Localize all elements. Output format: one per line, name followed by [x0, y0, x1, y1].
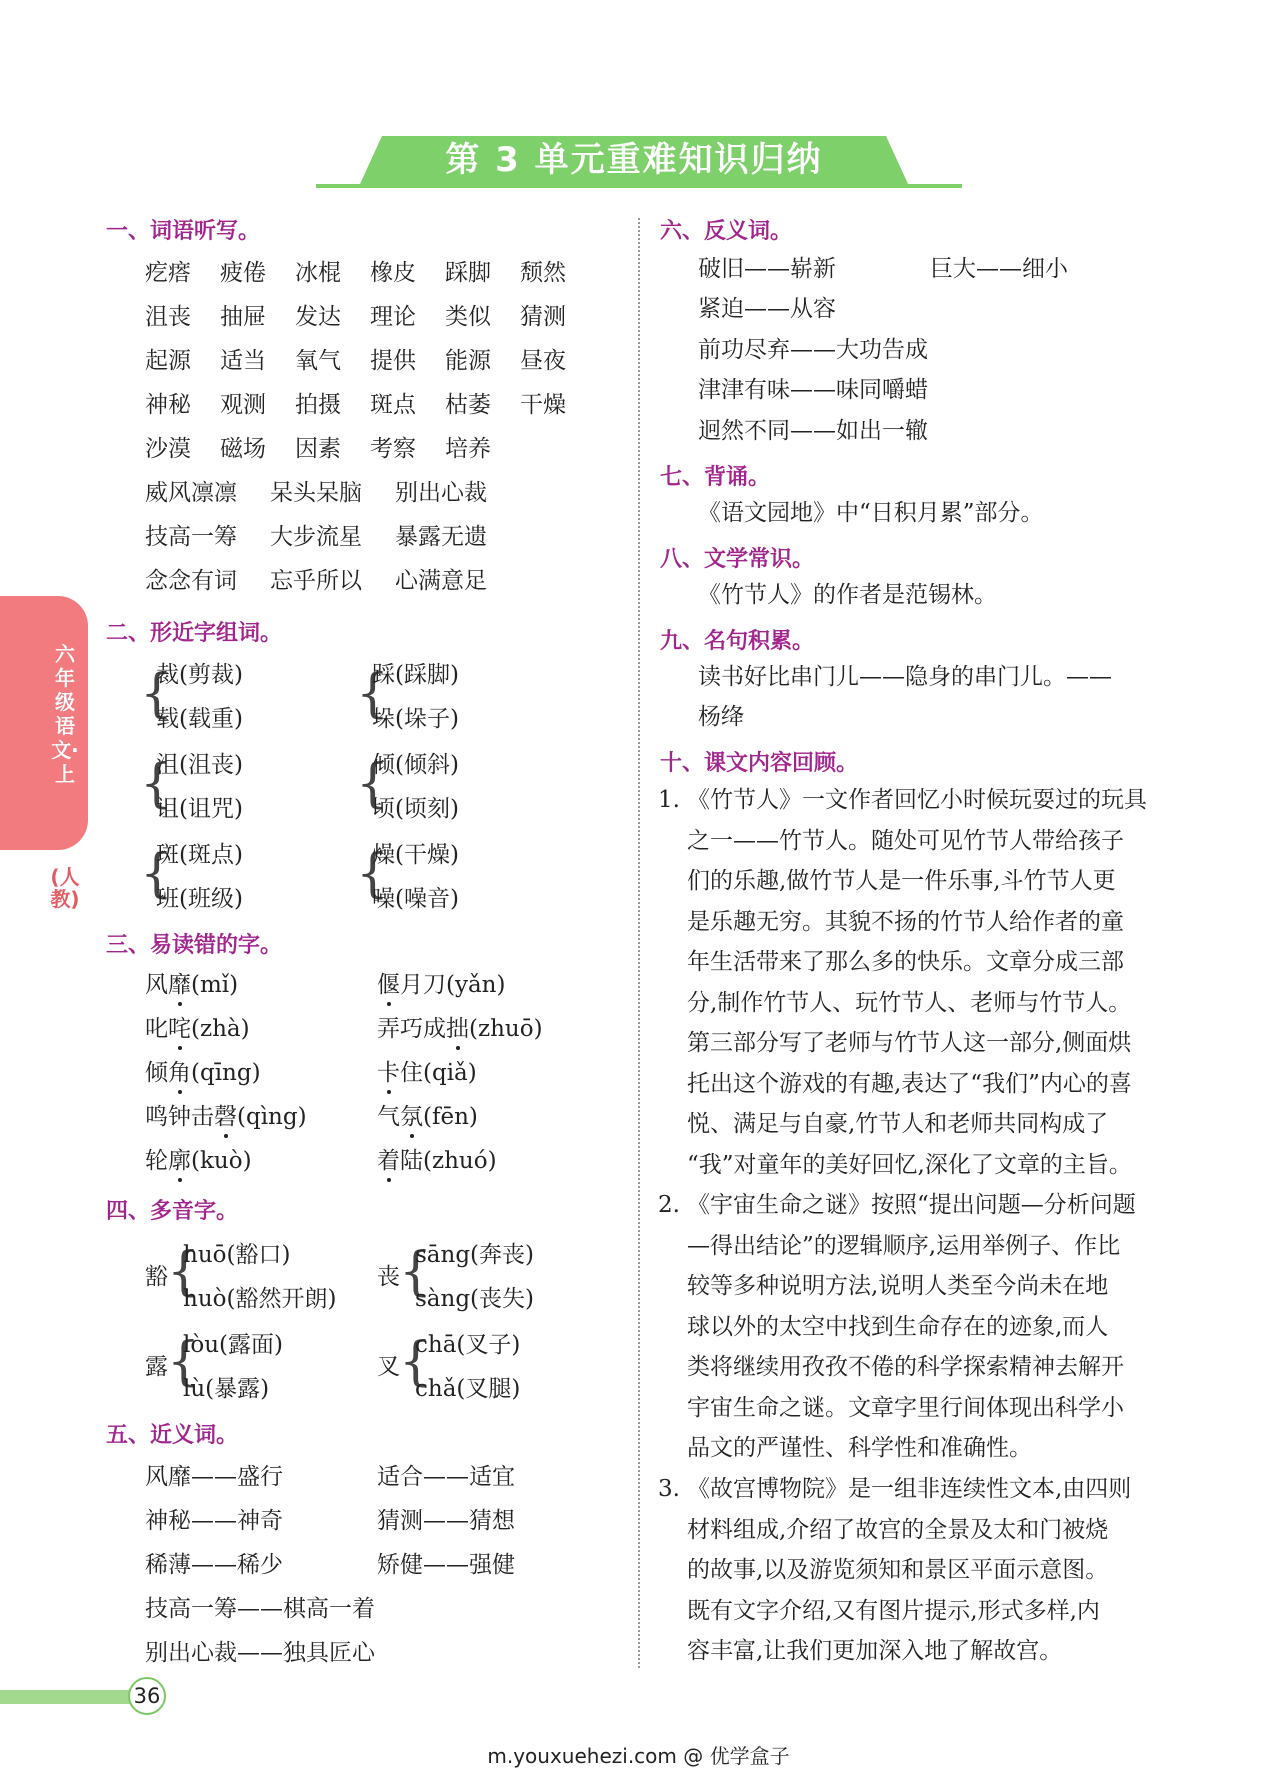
word: 昼夜	[520, 348, 566, 374]
word: 干燥	[520, 392, 566, 418]
word: 提供	[370, 348, 416, 374]
paragraph-line: 宇宙生命之谜。文章字里行间体现出科学小	[687, 1394, 1124, 1421]
footer-watermark: m.youxuehezi.com @ 优学盒子	[487, 1744, 790, 1768]
word: 抽屉	[220, 304, 266, 330]
word: 理论	[370, 304, 416, 330]
antonym-pair: 津津有味——味同嚼蜡	[698, 377, 928, 403]
quote-text: 读书好比串门儿——隐身的串门儿。——	[698, 664, 1112, 690]
paragraph-line: 球以外的太空中找到生命存在的迹象,而人	[687, 1313, 1109, 1340]
dictation-row	[145, 346, 595, 376]
idiom: 心满意足	[395, 568, 487, 594]
paragraph-line: 既有文字介绍,又有图片提示,形式多样,内	[687, 1597, 1100, 1624]
emphasis-char: 廓	[168, 1148, 191, 1174]
section-heading-quotes: 九、名句积累。	[660, 629, 815, 654]
page-title: 第 3 单元重难知识归纳	[445, 140, 823, 180]
misread-item	[377, 1014, 543, 1044]
similar-item: 垛(垛子)	[372, 706, 459, 732]
paragraph-line: 材料组成,介绍了故宫的全景及太和门被烧	[687, 1516, 1109, 1543]
emphasis-char: 卡	[377, 1060, 400, 1086]
brace-icon: {	[167, 1242, 201, 1302]
paragraph-line: 年生活带来了那么多的快乐。文章分成三部	[687, 949, 1124, 975]
text-part: 叱	[145, 1016, 168, 1042]
word: 类似	[445, 304, 491, 330]
text-part: (kuò)	[191, 1148, 252, 1174]
emphasis-char: 磬	[214, 1104, 237, 1130]
idiom: 忘乎所以	[270, 568, 362, 594]
similar-item: 倾(倾斜)	[372, 752, 459, 778]
review-number: 3.	[658, 1476, 680, 1502]
idiom: 呆头呆脑	[270, 480, 362, 506]
section-heading-dictation: 一、词语听写。	[106, 219, 261, 244]
synonym-pair: 技高一筹——棋高一着	[145, 1596, 375, 1622]
antonym-pair: 巨大——细小	[930, 256, 1068, 282]
polyphone-reading: lù(暴露)	[183, 1376, 270, 1402]
brace-icon: {	[140, 664, 174, 724]
paragraph-line: 《宇宙生命之谜》按照“提出问题—分析问题	[687, 1192, 1136, 1218]
emphasis-char: 偃	[377, 972, 400, 998]
polyphone-reading: sāng(奔丧)	[415, 1242, 534, 1268]
word: 橡皮	[370, 260, 416, 286]
polyphone-char: 丧	[377, 1264, 400, 1290]
emphasis-char: 着	[377, 1148, 400, 1174]
review-paragraph-1	[687, 780, 1169, 1185]
word: 猜测	[520, 304, 566, 330]
section-heading-recitation: 七、背诵。	[660, 465, 771, 490]
paragraph-line: 分,制作竹节人、玩竹节人、老师与竹节人。	[687, 989, 1132, 1016]
antonym-pair: 紧迫——从容	[698, 296, 836, 322]
paragraph-line: 较等多种说明方法,说明人类至今尚未在地	[687, 1273, 1109, 1299]
text-part: 弄巧成	[377, 1016, 446, 1042]
similar-item: 班(班级)	[156, 886, 243, 912]
text-part: 倾	[145, 1060, 168, 1086]
polyphone-char: 露	[145, 1354, 168, 1380]
misread-item	[377, 1102, 478, 1132]
idiom-row	[145, 478, 595, 508]
section-heading-polyphones: 四、多音字。	[106, 1199, 239, 1224]
section-heading-synonyms: 五、近义词。	[106, 1423, 239, 1448]
paragraph-line: 之一——竹节人。随处可见竹节人带给孩子	[687, 827, 1124, 854]
misread-item	[145, 970, 238, 1000]
word: 氧气	[295, 348, 341, 374]
paragraph-line: 品文的严谨性、科学性和准确性。	[687, 1435, 1032, 1461]
column-divider	[638, 218, 640, 1668]
synonym-pair: 别出心裁——独具匠心	[145, 1640, 375, 1666]
brace-icon: {	[399, 1242, 433, 1302]
paragraph-line: 类将继续用孜孜不倦的科学探索精神去解开	[687, 1354, 1124, 1380]
text-part: (qìng)	[237, 1104, 307, 1130]
dictation-row	[145, 434, 595, 464]
word: 沮丧	[145, 304, 191, 330]
section-heading-literature: 八、文学常识。	[660, 547, 815, 572]
misread-item	[145, 1102, 307, 1132]
word: 能源	[445, 348, 491, 374]
text-part: 气	[377, 1104, 400, 1130]
brace-icon: {	[399, 1332, 433, 1392]
word: 适当	[220, 348, 266, 374]
section-heading-review: 十、课文内容回顾。	[660, 751, 859, 776]
word: 枯萎	[445, 392, 491, 418]
synonym-pair: 猜测——猜想	[377, 1508, 515, 1534]
similar-item: 诅(诅咒)	[156, 796, 243, 822]
review-paragraph-3	[687, 1469, 1169, 1672]
similar-item: 沮(沮丧)	[156, 752, 243, 778]
emphasis-char: 靡	[168, 972, 191, 998]
similar-item: 载(载重)	[156, 706, 243, 732]
misread-item	[145, 1146, 252, 1176]
side-tab-edition: (人教)	[50, 865, 80, 911]
synonym-pair: 风靡——盛行	[145, 1464, 283, 1490]
similar-item: 噪(噪音)	[372, 886, 459, 912]
antonym-pair: 破旧——崭新	[698, 256, 836, 282]
similar-item: 顷(顷刻)	[372, 796, 459, 822]
emphasis-char: 氛	[400, 1104, 423, 1130]
antonym-pair: 前功尽弃——大功告成	[698, 337, 928, 363]
text-part: 月刀(yǎn)	[400, 972, 506, 998]
idiom-row	[145, 522, 595, 552]
paragraph-line: —得出结论”的逻辑顺序,运用举例子、作比	[687, 1232, 1121, 1259]
word: 神秘	[145, 392, 191, 418]
brace-icon: {	[167, 1332, 201, 1392]
brace-icon: {	[140, 844, 174, 904]
idiom: 别出心裁	[395, 480, 487, 506]
word: 发达	[295, 304, 341, 330]
word: 踩脚	[445, 260, 491, 286]
text-part: (qīng)	[191, 1060, 261, 1086]
text-part: 陆(zhuó)	[400, 1148, 497, 1174]
paragraph-line: “我”对童年的美好回忆,深化了文章的主旨。	[687, 1151, 1132, 1178]
emphasis-char: 角	[168, 1060, 191, 1086]
paragraph-line: 《竹节人》一文作者回忆小时候玩耍过的玩具	[687, 787, 1147, 813]
paragraph-line: 托出这个游戏的有趣,表达了“我们”内心的喜	[687, 1070, 1132, 1097]
word: 沙漠	[145, 436, 191, 462]
text-part: 风	[145, 972, 168, 998]
word: 斑点	[370, 392, 416, 418]
text-part: (mǐ)	[191, 972, 239, 998]
text-part: 轮	[145, 1148, 168, 1174]
text-part: (zhà)	[191, 1016, 250, 1042]
word: 颓然	[520, 260, 566, 286]
word: 磁场	[220, 436, 266, 462]
literature-text: 《竹节人》的作者是范锡林。	[698, 582, 997, 608]
word: 培养	[445, 436, 491, 462]
similar-item: 裁(剪裁)	[156, 662, 243, 688]
dictation-row	[145, 390, 595, 420]
review-number: 1.	[658, 787, 680, 813]
misread-item	[377, 1146, 497, 1176]
polyphone-reading: chā(叉子)	[415, 1332, 521, 1358]
word: 拍摄	[295, 392, 341, 418]
similar-item: 斑(斑点)	[156, 842, 243, 868]
side-tab-grade: 六年级语文·上	[51, 642, 79, 786]
word: 冰棍	[295, 260, 341, 286]
emphasis-char: 咤	[168, 1016, 191, 1042]
footer-bar	[0, 1690, 140, 1704]
text-part: (zhuō)	[469, 1016, 543, 1042]
polyphone-reading: lòu(露面)	[183, 1332, 283, 1358]
section-heading-similar-chars: 二、形近字组词。	[106, 621, 283, 646]
dictation-row	[145, 258, 595, 288]
text-part: 鸣钟击	[145, 1104, 214, 1130]
synonym-pair: 矫健——强健	[377, 1552, 515, 1578]
paragraph-line: 第三部分写了老师与竹节人这一部分,侧面烘	[687, 1030, 1132, 1056]
word: 因素	[295, 436, 341, 462]
idiom: 大步流星	[270, 524, 362, 550]
text-part: 住(qiǎ)	[400, 1060, 477, 1086]
synonym-pair: 稀薄——稀少	[145, 1552, 283, 1578]
paragraph-line: 容丰富,让我们更加深入地了解故宫。	[687, 1638, 1063, 1664]
dictation-row	[145, 302, 595, 332]
page-number: 36	[128, 1677, 166, 1715]
similar-item: 踩(踩脚)	[372, 662, 459, 688]
misread-item	[145, 1058, 261, 1088]
review-number: 2.	[658, 1192, 680, 1218]
polyphone-char: 豁	[145, 1264, 168, 1290]
polyphone-reading: huō(豁口)	[183, 1242, 291, 1268]
idiom: 念念有词	[145, 568, 237, 594]
brace-icon: {	[140, 754, 174, 814]
polyphone-reading: huò(豁然开朗)	[183, 1286, 337, 1312]
similar-item: 燥(干燥)	[372, 842, 459, 868]
paragraph-line: 的故事,以及游览须知和景区平面示意图。	[687, 1557, 1109, 1583]
idiom: 暴露无遗	[395, 524, 487, 550]
idiom-row	[145, 566, 595, 596]
idiom: 威风凛凛	[145, 480, 237, 506]
review-paragraph-2	[687, 1185, 1169, 1469]
title-underline	[316, 184, 962, 188]
section-heading-misread-chars: 三、易读错的字。	[106, 933, 283, 958]
paragraph-line: 《故宫博物院》是一组非连续性文本,由四则	[687, 1476, 1132, 1502]
brace-icon: {	[356, 664, 390, 724]
word: 考察	[370, 436, 416, 462]
quote-author: 杨绛	[698, 704, 744, 730]
synonym-pair: 适合——适宜	[377, 1464, 515, 1490]
dictation-grid	[145, 258, 595, 596]
misread-item	[145, 1014, 250, 1044]
paragraph-line: 们的乐趣,做竹节人是一件乐事,斗竹节人更	[687, 868, 1116, 894]
emphasis-char: 拙	[446, 1016, 469, 1042]
brace-icon: {	[356, 754, 390, 814]
polyphone-reading: sàng(丧失)	[415, 1286, 534, 1312]
idiom: 技高一筹	[145, 524, 237, 550]
section-heading-antonyms: 六、反义词。	[660, 219, 793, 244]
misread-item	[377, 1058, 477, 1088]
recitation-text: 《语文园地》中“日积月累”部分。	[698, 500, 1044, 526]
polyphone-char: 叉	[377, 1354, 400, 1380]
text-part: (fēn)	[423, 1104, 478, 1130]
synonym-pair: 神秘——神奇	[145, 1508, 283, 1534]
paragraph-line: 是乐趣无穷。其貌不扬的竹节人给作者的童	[687, 908, 1124, 935]
word: 疙瘩	[145, 260, 191, 286]
brace-icon: {	[356, 844, 390, 904]
word: 观测	[220, 392, 266, 418]
misread-item	[377, 970, 505, 1000]
polyphone-reading: chǎ(叉腿)	[415, 1376, 521, 1402]
word: 起源	[145, 348, 191, 374]
antonym-pair: 迥然不同——如出一辙	[698, 418, 928, 444]
word: 疲倦	[220, 260, 266, 286]
paragraph-line: 悦、满足与自豪,竹节人和老师共同构成了	[687, 1111, 1109, 1137]
